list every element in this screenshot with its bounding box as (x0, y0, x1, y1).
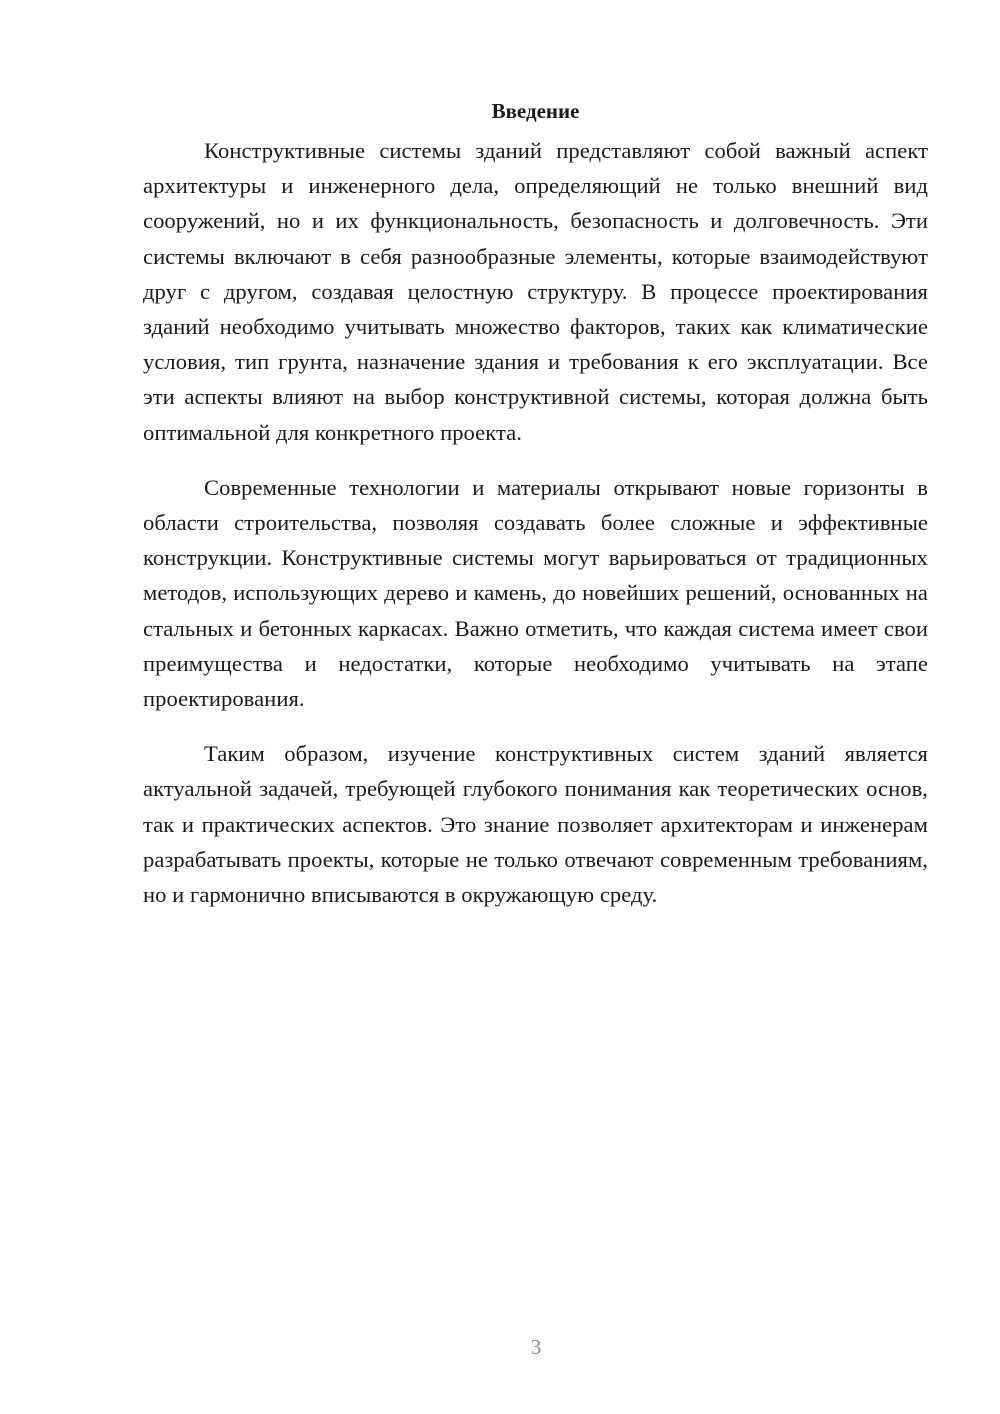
page-content (143, 96, 928, 912)
section-title: Введение (491, 99, 580, 123)
intro-paragraph-1: Конструктивные системы зданий представляют собой важный аспект архитектуры и инженерного дела, определяющий не только внешний вид сооружений, но и их функциональность, безопасность и долговечность. Эти системы включают в себя разнообразные элементы, которые взаимодействуют друг с другом, создавая целостную структуру. В процессе проектирования зданий необходимо учитывать множество факторов, таких как климатические условия, тип грунта, назначение здания и требования к его эксплуатации. Все эти аспекты влияют на выбор конструктивной системы, которая должна быть оптимальной для конкретного проекта. (143, 138, 928, 445)
page-number: 3 (530, 1335, 542, 1359)
intro-paragraph-2: Современные технологии и материалы открывают новые горизонты в области строительства, позволяя создавать более сложные и эффективные конструкции. Конструктивные системы могут варьироваться от традиционных методов, использующих дерево и камень, до новейших решений, основанных на стальных и бетонных каркасах. Важно отметить, что каждая система имеет свои преимущества и недостатки, которые необходимо учитывать на этапе проектирования. (143, 474, 928, 712)
intro-paragraph-3: Таким образом, изучение конструктивных систем зданий является актуальной задачей, требующей глубокого понимания как теоретических основ, так и практических аспектов. Это знание позволяет архитекторам и инженерам разрабатывать проекты, которые не только отвечают современным требованиям, но и гармонично вписываются в окружающую среду. (143, 741, 928, 908)
